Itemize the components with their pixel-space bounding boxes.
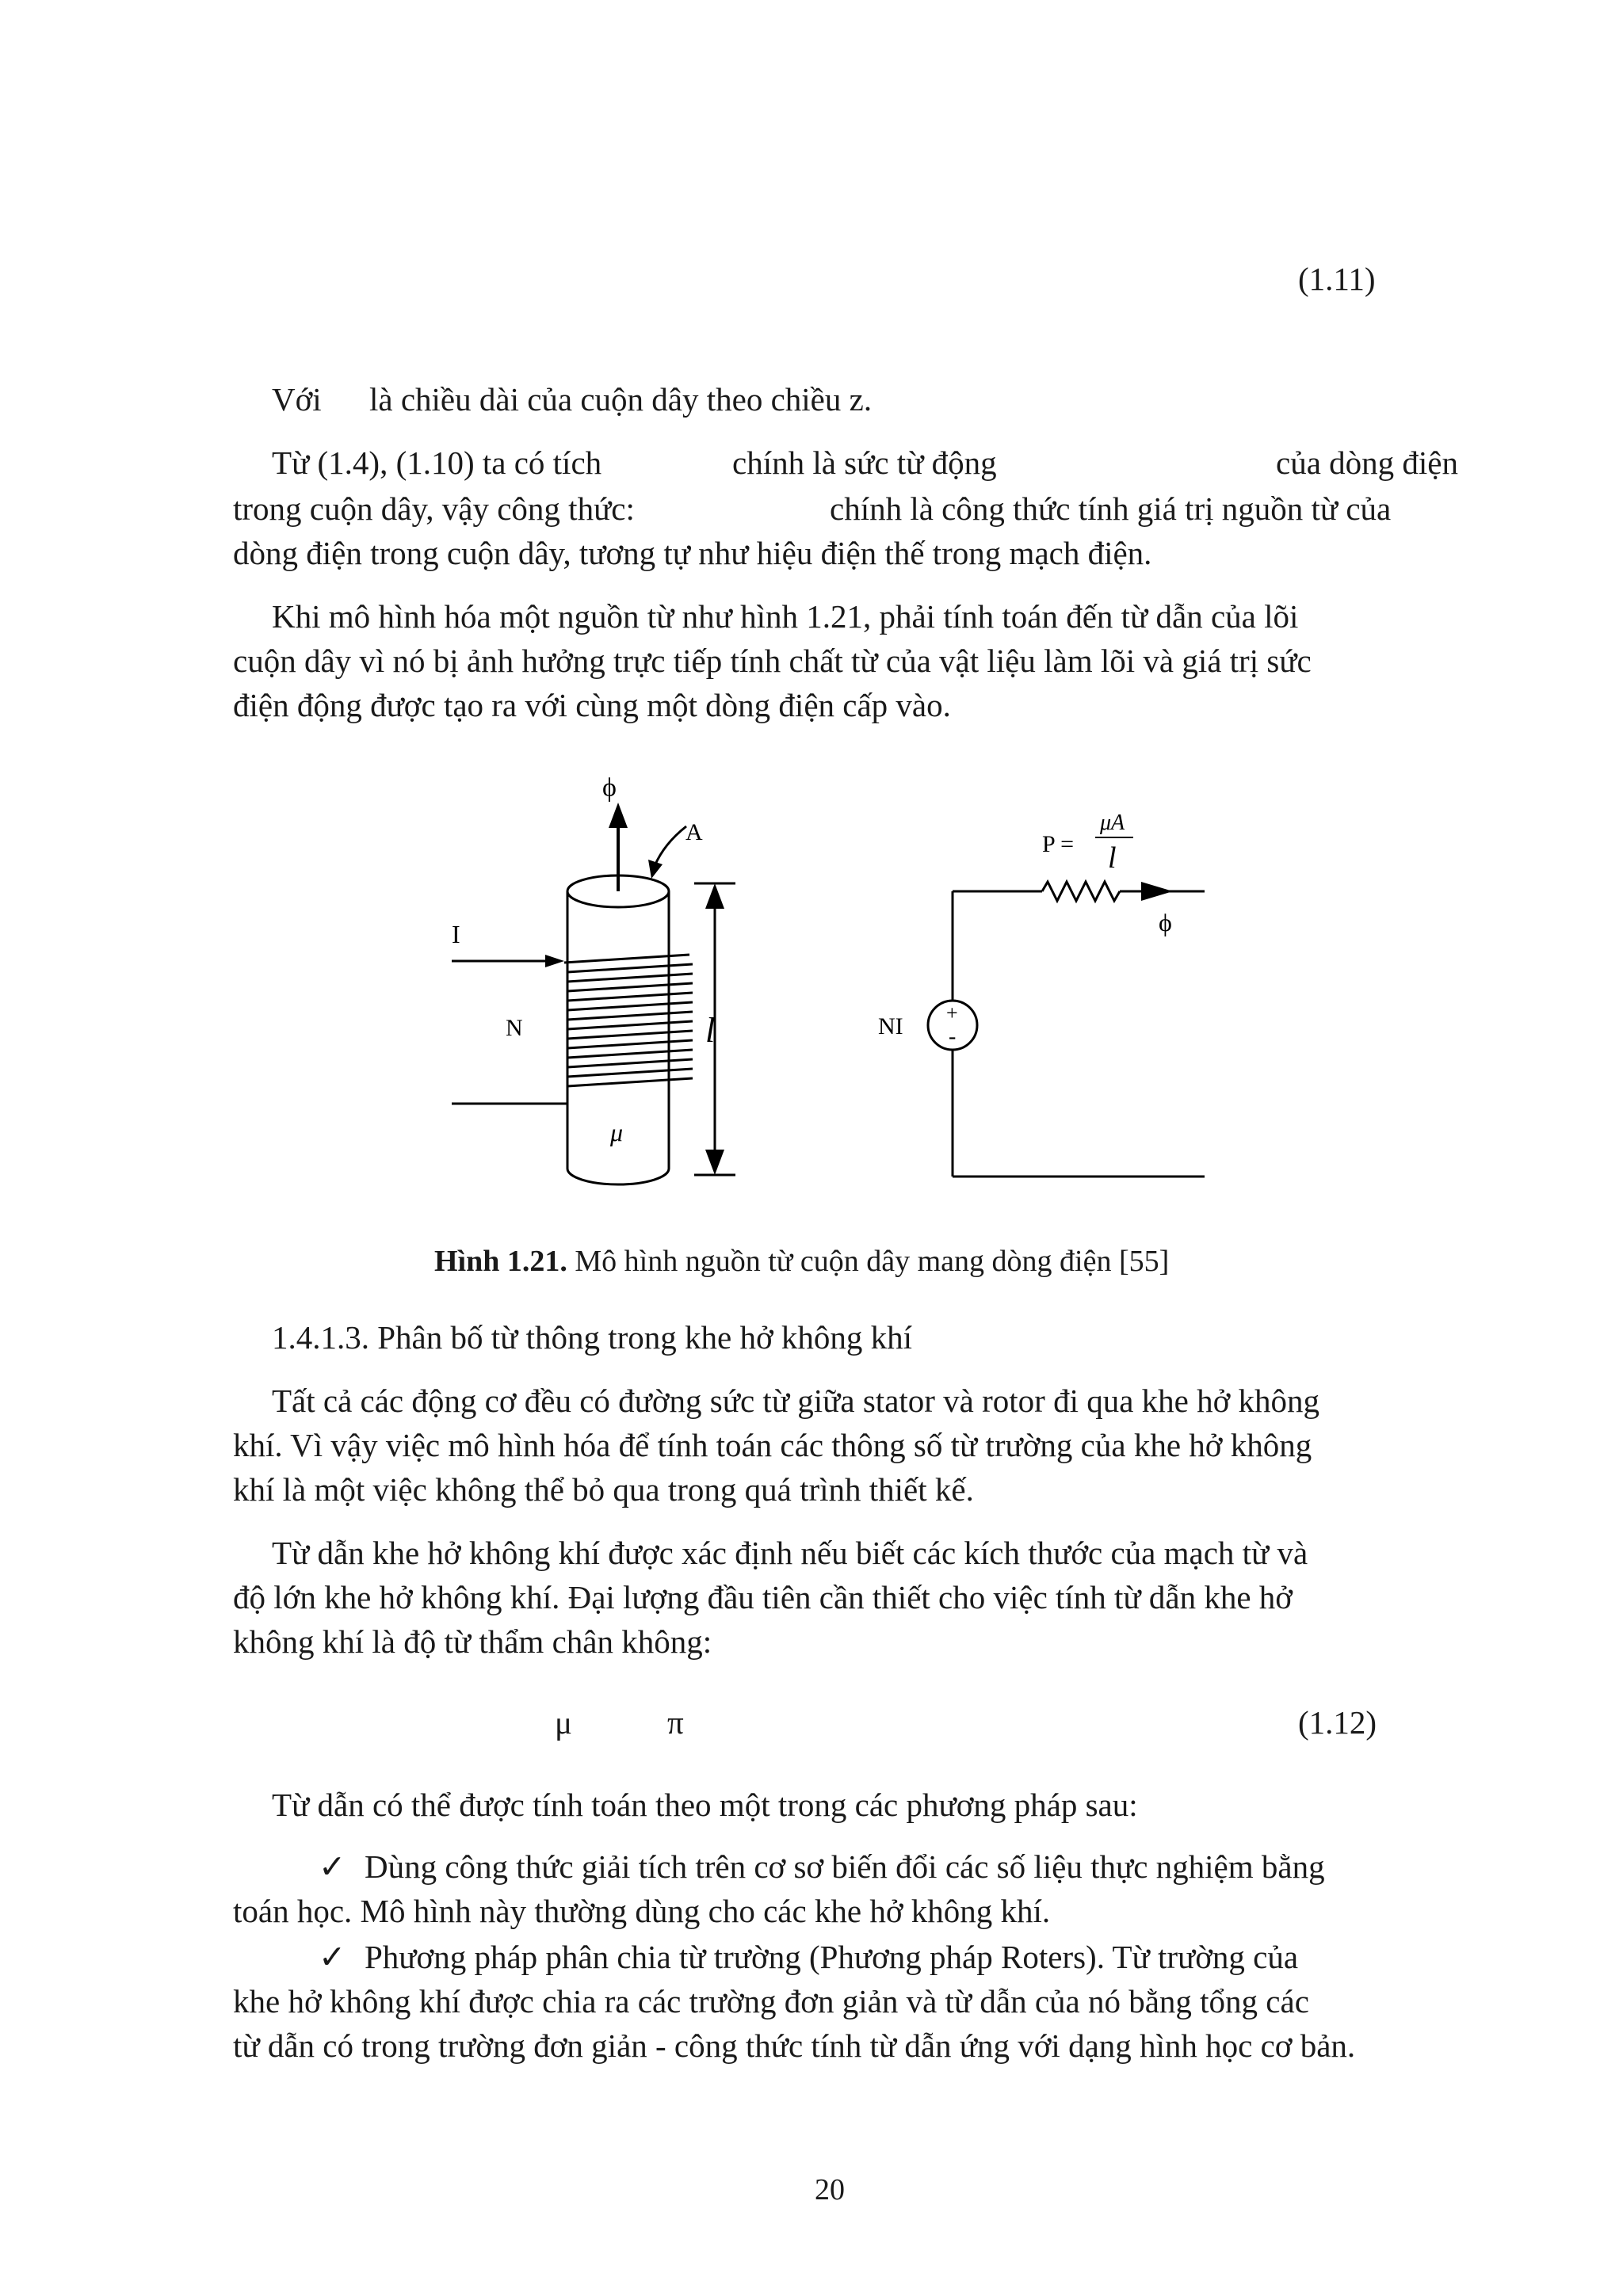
equation-1-12-pi: π (667, 1704, 684, 1741)
paragraph-3-line2: cuộn dây vì nó bị ảnh hưởng trực tiếp tính chất từ của vật liệu làm lõi và giá trị sức (233, 643, 1312, 679)
equation-number-1-11: (1.11) (1298, 261, 1376, 297)
source-plus: + (946, 1001, 958, 1024)
paragraph-1-rest: là chiều dài của cuộn dây theo chiều z. (369, 381, 873, 418)
paragraph-2-line3: dòng điện trong cuộn dây, tương tự như hiệu điện thế trong mạch điện. (233, 535, 1152, 571)
paragraph-4-line3: khí là một việc không thể bỏ qua trong quá trình thiết kế. (233, 1471, 974, 1508)
check-mark-icon: ✓ (319, 1848, 346, 1885)
paragraph-2-line2-b: chính là công thức tính giá trị nguồn từ của (830, 490, 1392, 527)
paragraph-5-line1: Từ dẫn khe hở không khí được xác định nếu biết các kích thước của mạch từ và (272, 1535, 1308, 1571)
check-mark-icon: ✓ (319, 1939, 346, 1975)
coil-diagram (452, 773, 735, 1184)
bullet-2-line3: từ dẫn có trong trường đơn giản - công thức tính từ dẫn ứng với dạng hình học cơ bản. (233, 2027, 1356, 2064)
figure-caption-text: Mô hình nguồn từ cuộn dây mang dòng điện [55] (567, 1245, 1170, 1278)
equation-1-12-mu: μ (555, 1704, 572, 1741)
coil-windings (564, 955, 693, 1086)
section-heading: 1.4.1.3. Phân bố từ thông trong khe hở không khí (272, 1319, 913, 1356)
paragraph-2-line1-a: Từ (1.4), (1.10) ta có tích (272, 444, 602, 481)
paragraph-4-line2: khí. Vì vậy việc mô hình hóa để tính toán các thông số từ trường của khe hở không (233, 1427, 1312, 1463)
length-label: l (705, 1011, 716, 1050)
figure-caption (434, 1244, 1169, 1279)
bullet-2-line1: Phương pháp phân chia từ trường (Phương pháp Roters). Từ trường của (365, 1939, 1299, 1975)
flux-arrowhead-icon (609, 803, 628, 828)
reluctance-formula-lhs: P = (1042, 831, 1074, 857)
area-pointer-arrowhead-icon (648, 860, 663, 879)
area-pointer-curve (655, 826, 686, 866)
paragraph-5-line3: không khí là độ từ thẩm chân không: (233, 1623, 712, 1660)
paragraph-5-line2: độ lớn khe hở không khí. Đại lượng đầu tiên cần thiết cho việc tính từ dẫn khe hở (233, 1579, 1293, 1615)
page-number: 20 (815, 2173, 845, 2206)
flux-label-right: ϕ (1159, 908, 1172, 936)
length-arrowhead-top-icon (705, 883, 724, 909)
current-arrowhead-icon (545, 955, 564, 967)
bullet-1-line1: Dùng công thức giải tích trên cơ sơ biến đổi các số liệu thực nghiệm bằng (365, 1848, 1325, 1885)
paragraph-4-line1: Tất cả các động cơ đều có đường sức từ giữa stator và rotor đi qua khe hở không (272, 1383, 1320, 1419)
cylinder-bottom (567, 1169, 669, 1184)
permeability-label: μ (610, 1118, 624, 1146)
bullet-2-line2: khe hở không khí được chia ra các trường đơn giản và từ dẫn của nó bằng tổng các (233, 1983, 1309, 2019)
source-label: NI (878, 1013, 903, 1039)
source-minus: - (949, 1024, 957, 1049)
paragraph-2-line1-b: chính là sức từ động (732, 444, 997, 481)
bullet-1-line2: toán học. Mô hình này thường dùng cho các khe hở không khí. (233, 1893, 1051, 1929)
figure-caption-label: Hình 1.21. (434, 1245, 567, 1278)
paragraph-2-line2-a: trong cuộn dây, vậy công thức: (233, 490, 635, 527)
reluctance-resistor-icon (1042, 882, 1120, 901)
reluctance-formula-numerator: μA (1100, 810, 1125, 835)
flux-arrowhead-right-icon (1141, 882, 1173, 901)
flux-label-top: ϕ (602, 773, 617, 803)
equivalent-circuit (878, 810, 1205, 1177)
paragraph-6: Từ dẫn có thể được tính toán theo một trong các phương pháp sau: (272, 1787, 1138, 1823)
paragraph-3-line1: Khi mô hình hóa một nguồn từ như hình 1.21, phải tính toán đến từ dẫn của lõi (272, 598, 1299, 635)
reluctance-formula-denominator: l (1108, 841, 1117, 875)
current-label: I (452, 920, 460, 948)
paragraph-1-start: Với (272, 381, 322, 418)
figure-1-21 (428, 772, 1236, 1200)
area-label: A (685, 819, 703, 845)
paragraph-2-line1-c: của dòng điện (1276, 444, 1458, 481)
length-arrowhead-bottom-icon (705, 1150, 724, 1175)
turns-label: N (506, 1015, 523, 1041)
paragraph-3-line3: điện động được tạo ra với cùng một dòng điện cấp vào. (233, 687, 951, 723)
equation-number-1-12: (1.12) (1298, 1704, 1377, 1741)
